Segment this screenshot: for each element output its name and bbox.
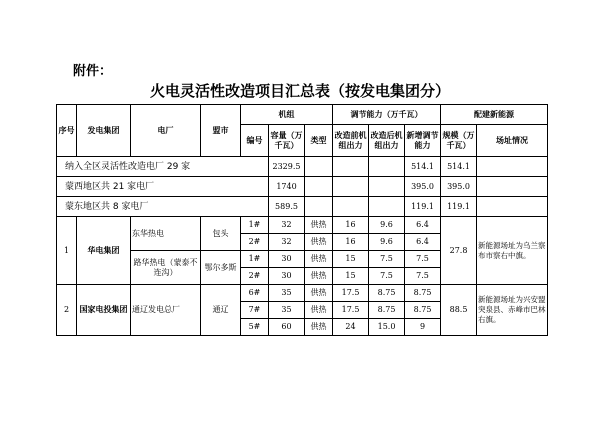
header-new-energy-group: 配建新能源 [441,105,548,125]
unit-type: 供热 [305,268,333,285]
unit-capacity: 60 [269,319,305,336]
unit-before: 15 [333,268,369,285]
unit-no: 1# [241,217,269,234]
plant-league: 包头 [201,217,241,251]
unit-no: 2# [241,268,269,285]
unit-after: 9.6 [369,234,405,251]
header-plant: 电厂 [131,105,201,157]
header-before: 改造前机组出力 [333,125,369,157]
unit-no: 6# [241,285,269,302]
unit-after: 8.75 [369,285,405,302]
unit-no: 7# [241,302,269,319]
summary-capacity: 1740 [269,177,305,197]
header-unit-no: 编号 [241,125,269,157]
header-type: 类型 [305,125,333,157]
unit-type: 供热 [305,234,333,251]
unit-after: 9.6 [369,217,405,234]
unit-no: 1# [241,251,269,268]
unit-capacity: 30 [269,251,305,268]
unit-added: 7.5 [405,251,441,268]
unit-after: 8.75 [369,302,405,319]
unit-added: 8.75 [405,302,441,319]
header-regulation-group: 调节能力（万千瓦） [333,105,441,125]
summary-row-west [57,177,548,197]
plant-name: 东华热电 [131,217,201,251]
header-site: 场址情况 [477,125,548,157]
header-capacity: 容量（万千瓦） [269,125,305,157]
group-name: 华电集团 [77,217,131,285]
summary-added: 395.0 [405,177,441,197]
group-name: 国家电投集团 [77,285,131,336]
group-scale: 27.8 [441,217,477,285]
summary-table [56,104,548,336]
unit-after: 7.5 [369,251,405,268]
header-unit-group: 机组 [241,105,333,125]
group-site: 新能源场址为乌兰察布市察右中旗。 [477,217,548,285]
table-title: 火电灵活性改造项目汇总表（按发电集团分） [149,82,450,100]
unit-type: 供热 [305,251,333,268]
unit-capacity: 35 [269,285,305,302]
summary-label: 纳入全区灵活性改造电厂 29 家 [57,157,269,177]
plant-name: 通辽发电总厂 [131,285,201,336]
unit-type: 供热 [305,319,333,336]
table-row [57,285,548,302]
group-site: 新能源场址为兴安盟突泉县、赤峰市巴林右旗。 [477,285,548,336]
unit-no: 2# [241,234,269,251]
summary-row-east [57,197,548,217]
unit-added: 9 [405,319,441,336]
unit-capacity: 35 [269,302,305,319]
unit-before: 16 [333,234,369,251]
plant-league: 通辽 [201,285,241,336]
unit-capacity: 32 [269,234,305,251]
summary-label: 蒙西地区共 21 家电厂 [57,177,269,197]
summary-label: 蒙东地区共 8 家电厂 [57,197,269,217]
header-scale: 规模（万千瓦） [441,125,477,157]
unit-added: 7.5 [405,268,441,285]
unit-before: 24 [333,319,369,336]
header-after: 改造后机组出力 [369,125,405,157]
table-row [57,217,548,234]
header-group: 发电集团 [77,105,131,157]
group-scale: 88.5 [441,285,477,336]
unit-added: 6.4 [405,217,441,234]
summary-scale: 119.1 [441,197,477,217]
plant-name: 路华热电（蒙泰不连沟） [131,251,201,285]
summary-scale: 514.1 [441,157,477,177]
unit-type: 供热 [305,302,333,319]
summary-added: 514.1 [405,157,441,177]
attachment-label: 附件： [73,64,113,79]
unit-before: 17.5 [333,302,369,319]
unit-after: 7.5 [369,268,405,285]
unit-before: 15 [333,251,369,268]
summary-capacity: 2329.5 [269,157,305,177]
unit-capacity: 30 [269,268,305,285]
unit-no: 5# [241,319,269,336]
summary-added: 119.1 [405,197,441,217]
summary-row-all [57,157,548,177]
group-seq: 2 [57,285,77,336]
header-added: 新增调节能力 [405,125,441,157]
unit-added: 6.4 [405,234,441,251]
header-row-1 [57,105,548,125]
header-league: 盟市 [201,105,241,157]
plant-league: 鄂尔多斯 [201,251,241,285]
unit-type: 供热 [305,217,333,234]
unit-after: 15.0 [369,319,405,336]
unit-before: 16 [333,217,369,234]
summary-capacity: 589.5 [269,197,305,217]
unit-before: 17.5 [333,285,369,302]
unit-type: 供热 [305,285,333,302]
unit-capacity: 32 [269,217,305,234]
unit-added: 8.75 [405,285,441,302]
header-seq: 序号 [57,105,77,157]
summary-scale: 395.0 [441,177,477,197]
group-seq: 1 [57,217,77,285]
